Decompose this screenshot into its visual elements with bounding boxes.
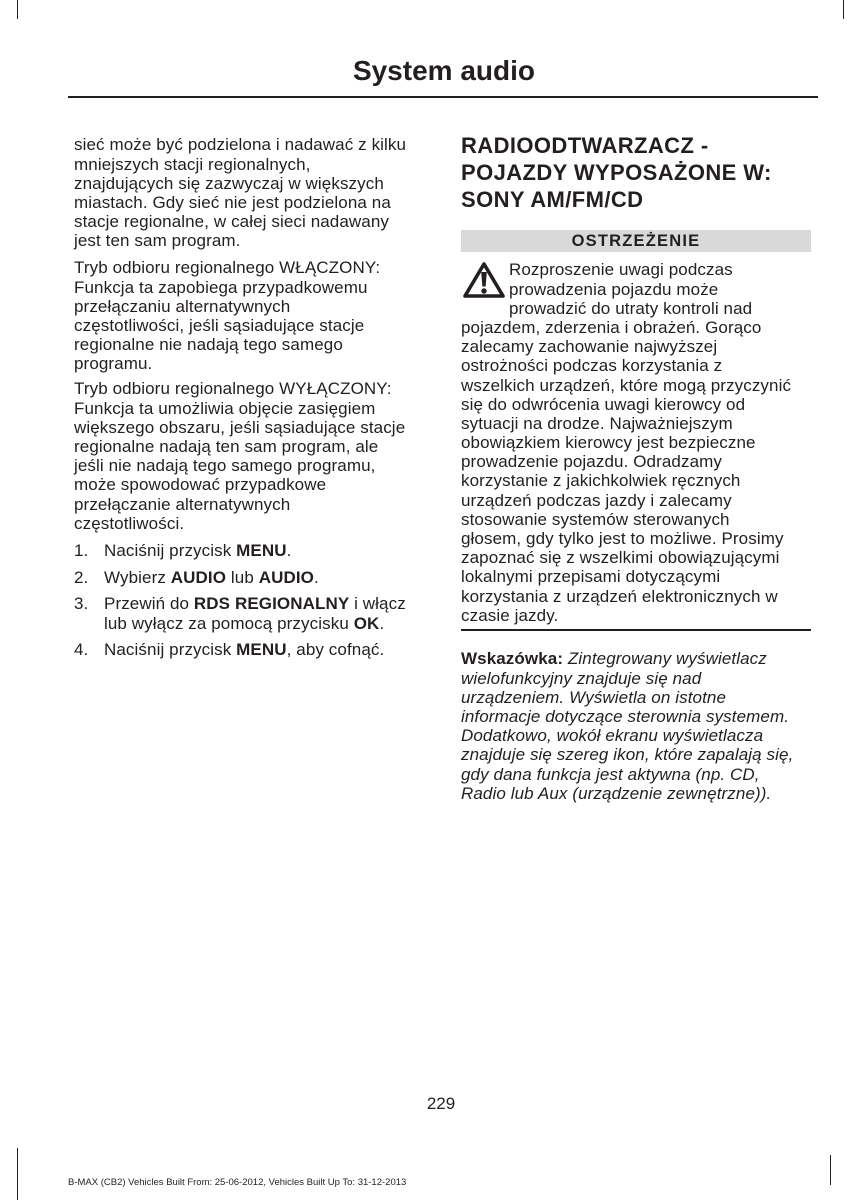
paragraph-line: mniejszych stacji regionalnych, bbox=[74, 154, 311, 174]
paragraph-line: częstotliwości. bbox=[74, 513, 185, 533]
section-title: System audio bbox=[352, 55, 535, 86]
crop-mark bbox=[17, 0, 18, 19]
note-line: Wskazówka: Zintegrowany wyświetlacz bbox=[461, 649, 767, 669]
warning-line: zapoznać się z wszelkimi obowiązującymi bbox=[461, 548, 780, 568]
audio-key-label: AUDIO bbox=[258, 568, 314, 588]
paragraph-line: regionalne nadają ten sam program, ale bbox=[74, 436, 379, 456]
menu-key-label: MENU bbox=[236, 541, 287, 561]
crop-mark bbox=[830, 1155, 831, 1185]
note-line: Radio lub Aux (urządzenie zewnętrzne)). bbox=[461, 783, 772, 803]
step-number: 2. bbox=[74, 568, 89, 588]
warning-title-bar bbox=[461, 230, 811, 252]
heading-line: POJAZDY WYPOSAŻONE W: bbox=[461, 159, 772, 185]
note-label: Wskazówka: bbox=[461, 649, 564, 669]
warning-line: się do odwrócenia uwagi kierowcy od bbox=[461, 394, 746, 414]
step-text: Naciśnij przycisk MENU, aby cofnąć. bbox=[104, 640, 385, 660]
paragraph-line: może spowodować przypadkowe bbox=[74, 475, 327, 495]
warning-line: lokalnymi przepisami dotyczącymi bbox=[461, 567, 721, 587]
paragraph-line: częstotliwości, jeśli sąsiadujące stacje bbox=[74, 315, 365, 335]
warning-line: stosowanie systemów sterowanych bbox=[461, 509, 730, 529]
step-text: Naciśnij przycisk MENU. bbox=[104, 541, 292, 561]
note-line: gdy dana funkcja jest aktywna (np. CD, bbox=[461, 764, 760, 784]
paragraph-line: stacje regionalne, w całej sieci nadawany bbox=[74, 212, 389, 232]
paragraph-line: Funkcja ta zapobiega przypadkowemu bbox=[74, 277, 368, 297]
note-line: Dodatkowo, wokół ekranu wyświetlacza bbox=[461, 726, 764, 746]
section-heading bbox=[461, 132, 811, 213]
page-number: 229 bbox=[426, 1094, 456, 1113]
note-line: urządzeniem. Wyświetla on istotne bbox=[461, 687, 727, 707]
note-line: informacje dotyczące sterownia systemem. bbox=[461, 706, 790, 726]
warning-line: obowiązkiem kierowcy jest bezpieczne bbox=[461, 433, 756, 453]
warning-line: prowadzenie pojazdu. Odradzamy bbox=[461, 452, 722, 472]
step-number: 3. bbox=[74, 594, 89, 614]
paragraph-line: znajdujących się zazwyczaj w większych bbox=[74, 173, 384, 193]
paragraph-line: Tryb odbioru regionalnego WYŁĄCZONY: bbox=[74, 379, 392, 399]
crop-mark bbox=[17, 1148, 18, 1200]
warning-line: prowadzenia pojazdu może bbox=[509, 279, 719, 299]
paragraph-line: większego obszaru, jeśli sąsiadujące stacje bbox=[74, 417, 406, 437]
warning-title: OSTRZEŻENIE bbox=[571, 232, 701, 250]
warning-line: urządzeń podczas jazdy i zalecamy bbox=[461, 490, 732, 510]
warning-line: korzystania z urządzeń elektronicznych w bbox=[461, 586, 778, 606]
warning-line: pojazdem, zderzenia i obrażeń. Gorąco bbox=[461, 317, 762, 337]
heading-line: RADIOODTWARZACZ - bbox=[461, 132, 709, 158]
step-text: lub wyłącz za pomocą przycisku OK. bbox=[104, 613, 385, 633]
crop-mark bbox=[843, 0, 844, 19]
paragraph bbox=[74, 258, 425, 373]
paragraph-line: sieć może być podzielona i nadawać z kilku bbox=[74, 135, 407, 155]
heading-line: SONY AM/FM/CD bbox=[461, 186, 644, 212]
note-line: wielofunkcyjny znajduje się nad bbox=[461, 668, 702, 688]
warning-line: zalecamy zachowanie najwyższej bbox=[461, 337, 718, 357]
menu-key-label: MENU bbox=[236, 640, 287, 660]
paragraph-line: przełączaniu alternatywnych bbox=[74, 296, 291, 316]
paragraph-line: Funkcja ta umożliwia objęcie zasięgiem bbox=[74, 398, 376, 418]
footer-text: B-MAX (CB2) Vehicles Built From: 25-06-2012, Vehicles Built Up To: 31-12-2013 bbox=[68, 1177, 407, 1188]
paragraph bbox=[74, 135, 425, 250]
warning-line: sytuacji na drodze. Najważniejszym bbox=[461, 413, 733, 433]
paragraph-line: jest ten sam program. bbox=[74, 231, 241, 251]
note-line: znajduje się szereg ikon, które zapalają się, bbox=[461, 745, 794, 765]
warning-line: wszelkich urządzeń, które mogą przyczynić bbox=[461, 375, 792, 395]
warning-divider bbox=[461, 629, 811, 631]
warning-text bbox=[461, 260, 811, 625]
warning-line: prowadzić do utraty kontroli nad bbox=[509, 298, 753, 318]
warning-line: ostrożności podczas korzystania z bbox=[461, 356, 723, 376]
step-text: Wybierz AUDIO lub AUDIO. bbox=[104, 568, 319, 588]
paragraph-line: przełączanie alternatywnych bbox=[74, 494, 291, 514]
step-number: 1. bbox=[74, 541, 89, 561]
warning-line: Rozproszenie uwagi podczas bbox=[509, 260, 733, 280]
paragraph-line: programu. bbox=[74, 354, 153, 374]
audio-key-label: AUDIO bbox=[170, 568, 227, 588]
warning-line: czasie jazdy. bbox=[461, 605, 559, 625]
rds-regional-key-label: RDS REGIONALNY bbox=[193, 594, 350, 614]
step-number: 4. bbox=[74, 640, 89, 660]
warning-line: głosem, gdy tylko jest to możliwe. Prosimy bbox=[461, 529, 784, 549]
paragraph bbox=[74, 379, 425, 533]
paragraph-line: miastach. Gdy sieć nie jest podzielona na bbox=[74, 192, 391, 212]
step-text: Przewiń do RDS REGIONALNY i włącz bbox=[104, 594, 406, 614]
paragraph-line: regionalne nie nadają tego samego bbox=[74, 335, 343, 355]
header-divider bbox=[68, 96, 818, 98]
paragraph-line: Tryb odbioru regionalnego WŁĄCZONY: bbox=[74, 258, 381, 278]
warning-line: korzystanie z jakichkolwiek ręcznych bbox=[461, 471, 741, 491]
paragraph-line: jeśli nie nadają tego samego programu, bbox=[74, 456, 376, 476]
ok-key-label: OK bbox=[353, 613, 380, 633]
note bbox=[461, 649, 811, 803]
